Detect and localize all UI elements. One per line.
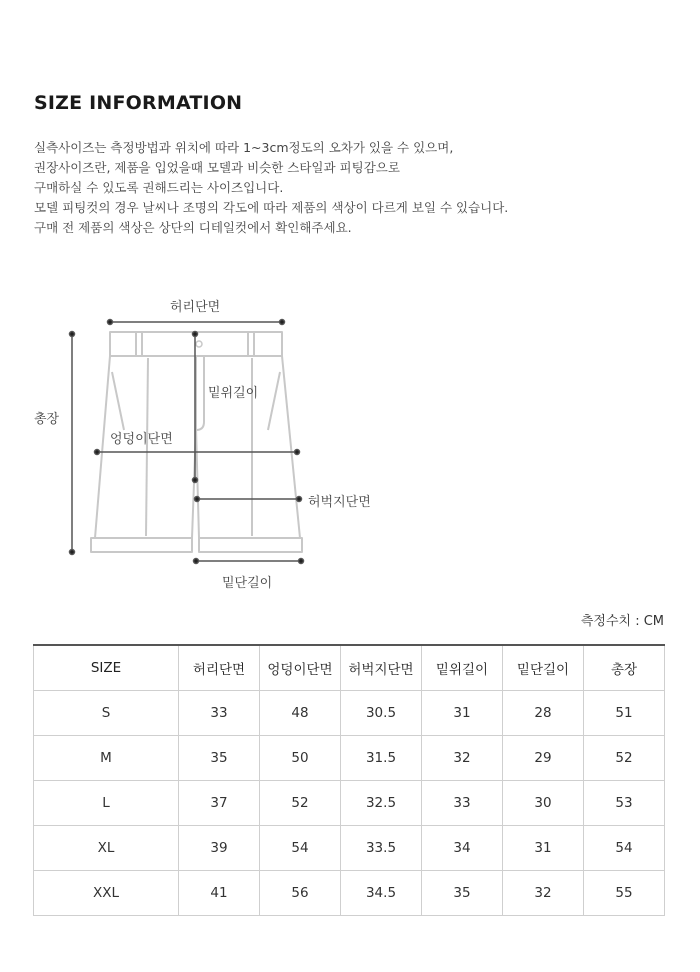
table-cell: 41 — [179, 871, 260, 916]
table-cell: 32 — [422, 736, 503, 781]
table-cell: 33 — [422, 781, 503, 826]
table-cell: 52 — [584, 736, 665, 781]
hem-cuff-left — [91, 538, 192, 552]
hem-cuff-right — [199, 538, 302, 552]
column-header: 총장 — [584, 645, 665, 691]
measure-dot — [194, 559, 199, 564]
column-header: 허리단면 — [179, 645, 260, 691]
measure-dot — [299, 559, 304, 564]
table-cell: 30.5 — [341, 691, 422, 736]
column-header: SIZE — [34, 645, 179, 691]
measure-dot — [195, 497, 200, 502]
column-header: 밑단길이 — [503, 645, 584, 691]
note-line: 구매 전 제품의 색상은 상단의 디테일컷에서 확인해주세요. — [34, 220, 352, 235]
table-row — [34, 736, 665, 781]
table-cell: 34.5 — [341, 871, 422, 916]
measure-dot — [108, 320, 113, 325]
note-line: 권장사이즈란, 제품을 입었을때 모델과 비슷한 스타일과 피팅감으로 — [34, 160, 400, 175]
table-cell: 39 — [179, 826, 260, 871]
note-line: 모델 피팅컷의 경우 날씨나 조명의 각도에 따라 제품의 색상이 다르게 보일 수 있습니다. — [34, 200, 509, 215]
table-cell: 52 — [260, 781, 341, 826]
hem-label: 밑단길이 — [222, 576, 273, 591]
measure-dot — [95, 450, 100, 455]
table-row — [34, 781, 665, 826]
table-cell: 53 — [584, 781, 665, 826]
size-notes — [34, 138, 674, 238]
page-title: SIZE INFORMATION — [34, 92, 243, 114]
table-cell: 48 — [260, 691, 341, 736]
pocket-line-right — [268, 372, 280, 430]
size-cell: M — [34, 736, 179, 781]
rise-label: 밑위길이 — [208, 386, 259, 401]
measure-dot — [295, 450, 300, 455]
table-cell: 50 — [260, 736, 341, 781]
size-cell: XL — [34, 826, 179, 871]
measure-dot — [193, 332, 198, 337]
size-table — [33, 644, 665, 916]
table-cell: 29 — [503, 736, 584, 781]
waist-label: 허리단면 — [170, 300, 221, 315]
table-cell: 32 — [503, 871, 584, 916]
note-line: 실측사이즈는 측정방법과 위치에 따라 1~3cm정도의 오차가 있을 수 있으며, — [34, 140, 454, 155]
size-cell: L — [34, 781, 179, 826]
shorts-illustration — [0, 280, 700, 600]
table-cell: 31.5 — [341, 736, 422, 781]
fly-stitch — [196, 356, 204, 430]
measure-dot — [70, 550, 75, 555]
measure-dot — [297, 497, 302, 502]
table-header-row — [34, 645, 665, 691]
table-cell: 37 — [179, 781, 260, 826]
table-cell: 31 — [503, 826, 584, 871]
table-cell: 56 — [260, 871, 341, 916]
table-cell: 35 — [179, 736, 260, 781]
table-cell: 33.5 — [341, 826, 422, 871]
column-header: 밑위길이 — [422, 645, 503, 691]
hip-label: 엉덩이단면 — [110, 432, 173, 447]
measure-dot — [70, 332, 75, 337]
table-cell: 34 — [422, 826, 503, 871]
table-row — [34, 826, 665, 871]
measure-dot — [193, 478, 198, 483]
table-row — [34, 691, 665, 736]
thigh-label: 허벅지단면 — [308, 495, 371, 510]
table-cell: 54 — [260, 826, 341, 871]
table-cell: 55 — [584, 871, 665, 916]
table-cell: 33 — [179, 691, 260, 736]
table-row — [34, 871, 665, 916]
pocket-line-left — [112, 372, 124, 430]
table-cell: 51 — [584, 691, 665, 736]
belt-loop — [136, 332, 142, 356]
shorts-body-shape — [95, 356, 300, 538]
size-cell: S — [34, 691, 179, 736]
unit-label: 측정수치 : CM — [580, 614, 664, 629]
table-cell: 35 — [422, 871, 503, 916]
belt-loop — [248, 332, 254, 356]
button-shape — [196, 341, 202, 347]
table-cell: 54 — [584, 826, 665, 871]
shorts-measurement-diagram — [0, 280, 700, 600]
column-header: 허벅지단면 — [341, 645, 422, 691]
note-line: 구매하실 수 있도록 권해드리는 사이즈입니다. — [34, 180, 284, 195]
table-cell: 30 — [503, 781, 584, 826]
table-cell: 28 — [503, 691, 584, 736]
size-cell: XXL — [34, 871, 179, 916]
pleat-line — [146, 358, 148, 536]
measure-dot — [280, 320, 285, 325]
table-cell: 31 — [422, 691, 503, 736]
table-cell: 32.5 — [341, 781, 422, 826]
column-header: 엉덩이단면 — [260, 645, 341, 691]
total-length-label: 총장 — [34, 412, 60, 427]
